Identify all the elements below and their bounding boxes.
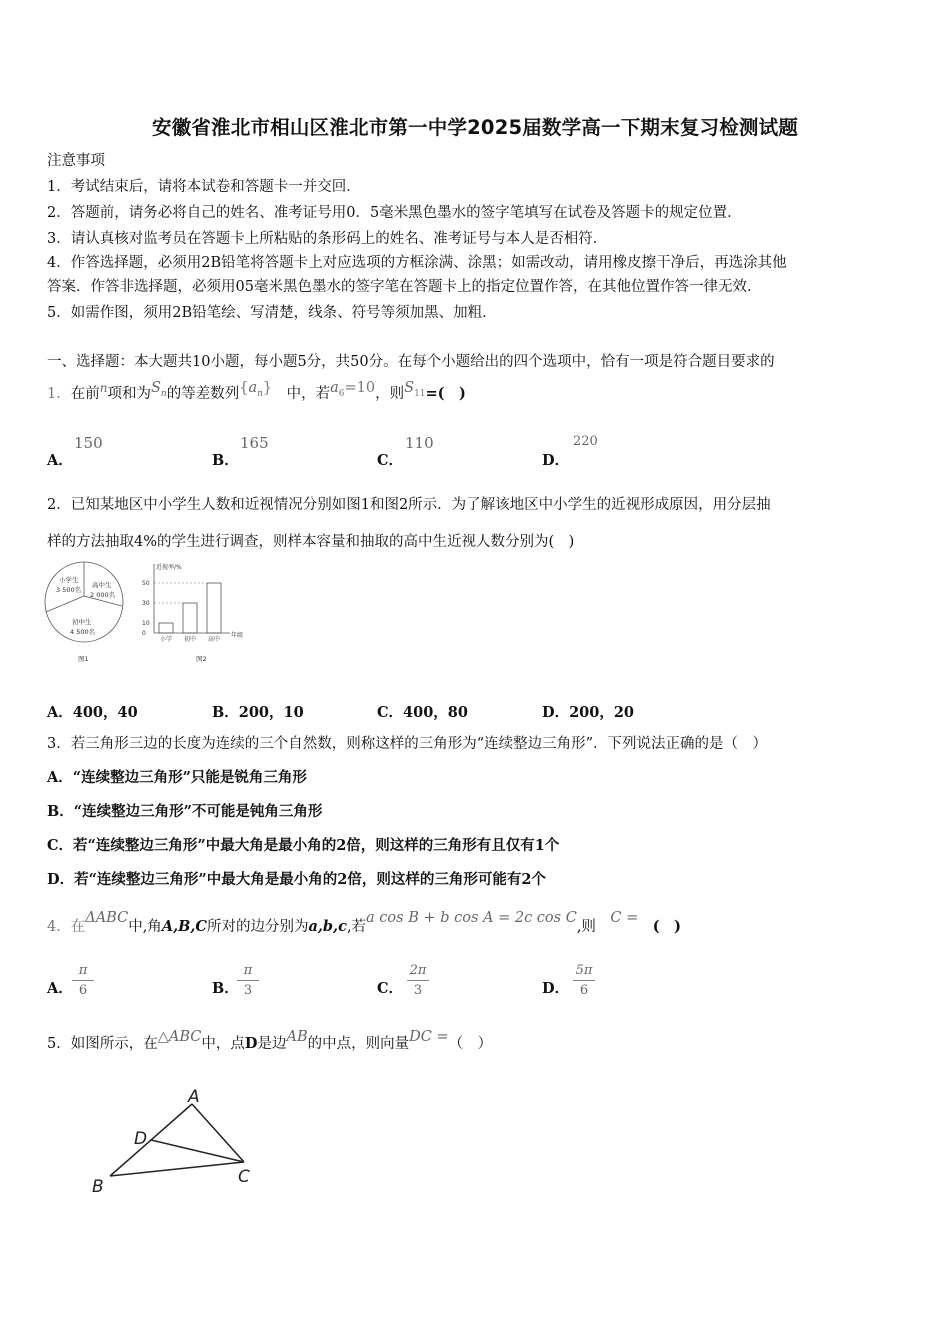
question-number: 1．: [47, 386, 71, 402]
question-3: 3．若三角形三边的长度为连续的三个自然数，则称这样的三角形为“连续整边三角形”．下列说法正确的是（ ）: [47, 736, 768, 752]
q1-option-b-value: 165: [240, 434, 269, 452]
q4-option-b-fraction: $\frac{\pi}{3}$: [237, 963, 259, 998]
q4-option-d-fraction: $\frac{5\pi}{6}$: [573, 963, 595, 998]
q1-option-b[interactable]: B．: [212, 452, 239, 469]
notice-item: 3．请认真核对监考员在答题卡上所粘贴的条形码上的姓名、准考证号与本人是否相符．: [47, 231, 608, 247]
q4-option-c[interactable]: C．: [377, 980, 404, 997]
y-tick-label: 50: [142, 580, 150, 587]
vertex-label-a: A: [188, 1087, 200, 1107]
pie-label: 3 500名: [56, 586, 82, 594]
q4-option-a[interactable]: A．: [47, 980, 73, 997]
bar-chart-figure2: [140, 560, 250, 668]
bar-高中: [207, 583, 221, 633]
side-bc: [110, 1162, 244, 1176]
page-title: 安徽省淮北市相山区淮北市第一中学2025届数学高一下期末复习检测试题: [151, 116, 799, 139]
q4-option-b[interactable]: B．: [212, 980, 239, 997]
q4-option-a-fraction: $\frac{\pi}{6}$: [72, 963, 94, 998]
question-2-line1: 2．已知某地区中小学生人数和近视情况分别如图1和图2所示．为了解该地区中小学生的近视形成原因，用分层抽: [47, 497, 771, 513]
side-ac: [192, 1104, 244, 1162]
section-heading: 一、选择题：本大题共10小题，每小题5分，共50分。在每个小题给出的四个选项中，恰有一项是符合题目要求的: [47, 354, 775, 370]
pie-label: 小学生: [59, 576, 79, 584]
notice-item: 答案．作答非选择题，必须用05毫米黑色墨水的签字笔在答题卡上的指定位置作答，在其他位置作答一律无效．: [47, 279, 762, 295]
pie-label: 初中生: [72, 618, 92, 626]
pie-chart-figure1: [40, 560, 130, 668]
notice-item: 4．作答选择题，必须用2B铅笔将答题卡上对应选项的方框涂满、涂黑；如需改动，请用橡皮擦干净后，再选涂其他: [47, 255, 787, 271]
x-tick-label: 初中: [184, 636, 197, 643]
q1-option-d[interactable]: D．: [542, 452, 570, 469]
q3-option-b[interactable]: B．“连续整边三角形”不可能是钝角三角形: [47, 803, 323, 820]
q1-option-a-value: 150: [74, 434, 103, 452]
x-tick-label: 小学: [160, 636, 173, 643]
y-axis-label: 近视率/%: [156, 564, 182, 571]
triangle-figure: [88, 1082, 268, 1198]
question-4: 4．在ΔABC中,角A,B,C所对的边分别为a,b,c,若a cos B + b cos A = 2c cos C,则 C = ( ): [47, 910, 682, 935]
q2-option-b[interactable]: B．200，10: [212, 704, 304, 721]
q2-option-a[interactable]: A．400，40: [47, 704, 138, 721]
x-tick-label: 高中: [208, 636, 221, 643]
q1-option-c[interactable]: C．: [377, 452, 404, 469]
y-tick-label: 0: [142, 630, 146, 637]
vertex-label-d: D: [134, 1129, 148, 1149]
notice-item: 1．考试结束后，请将本试卷和答题卡一并交回．: [47, 179, 361, 195]
q1-option-a[interactable]: A．: [47, 452, 73, 469]
question-1: 1．在前$^n$项和为$S_n$的等差数列$\{a_n\}$ 中，若$a_6=10$，则$S_{11}=$( ): [47, 380, 466, 402]
question-5: 5．如图所示，在△ABC中，点D是边AB的中点，则向量DC =（ ）: [47, 1029, 493, 1052]
figure-caption: 图1: [78, 655, 89, 663]
notice-item: 2．答题前，请务必将自己的姓名、准考证号用0．5毫米黑色墨水的签字笔填写在试卷及答题卡的规定位置．: [47, 205, 742, 221]
q3-option-c[interactable]: C．若“连续整边三角形”中最大角是最小角的2倍，则这样的三角形有且仅有1个: [47, 837, 560, 854]
notice-item: 5．如需作图，须用2B铅笔绘、写清楚，线条、符号等须加黑、加粗．: [47, 305, 497, 321]
y-tick-label: 30: [142, 600, 150, 607]
q4-option-d[interactable]: D．: [542, 980, 570, 997]
pie-label: 2 000名: [90, 591, 116, 599]
q4-option-c-fraction: $\frac{2\pi}{3}$: [407, 963, 429, 998]
question-2-line2: 样的方法抽取4%的学生进行调查，则样本容量和抽取的高中生近视人数分别为( ): [47, 534, 575, 550]
pie-slice-divider: [46, 596, 84, 612]
bar-初中: [183, 603, 197, 633]
vertex-label-b: B: [92, 1177, 104, 1197]
pie-label: 4 500名: [70, 628, 96, 636]
q1-option-d-value: 220: [573, 434, 598, 449]
q1-option-c-value: 110: [405, 434, 434, 452]
pie-label: 高中生: [92, 581, 112, 589]
segment-dc: [151, 1140, 244, 1162]
bar-小学: [159, 623, 173, 633]
q3-option-a[interactable]: A．“连续整边三角形”只能是锐角三角形: [47, 769, 307, 786]
vertex-label-c: C: [238, 1167, 250, 1187]
q3-option-d[interactable]: D．若“连续整边三角形”中最大角是最小角的2倍，则这样的三角形可能有2个: [47, 871, 546, 888]
y-tick-label: 10: [142, 620, 150, 627]
figure-caption: 图2: [196, 655, 207, 663]
q2-option-d[interactable]: D．200，20: [542, 704, 635, 721]
x-axis-label: 年级: [231, 632, 244, 639]
notice-heading: 注意事项: [47, 153, 105, 169]
q2-option-c[interactable]: C．400，80: [377, 704, 468, 721]
